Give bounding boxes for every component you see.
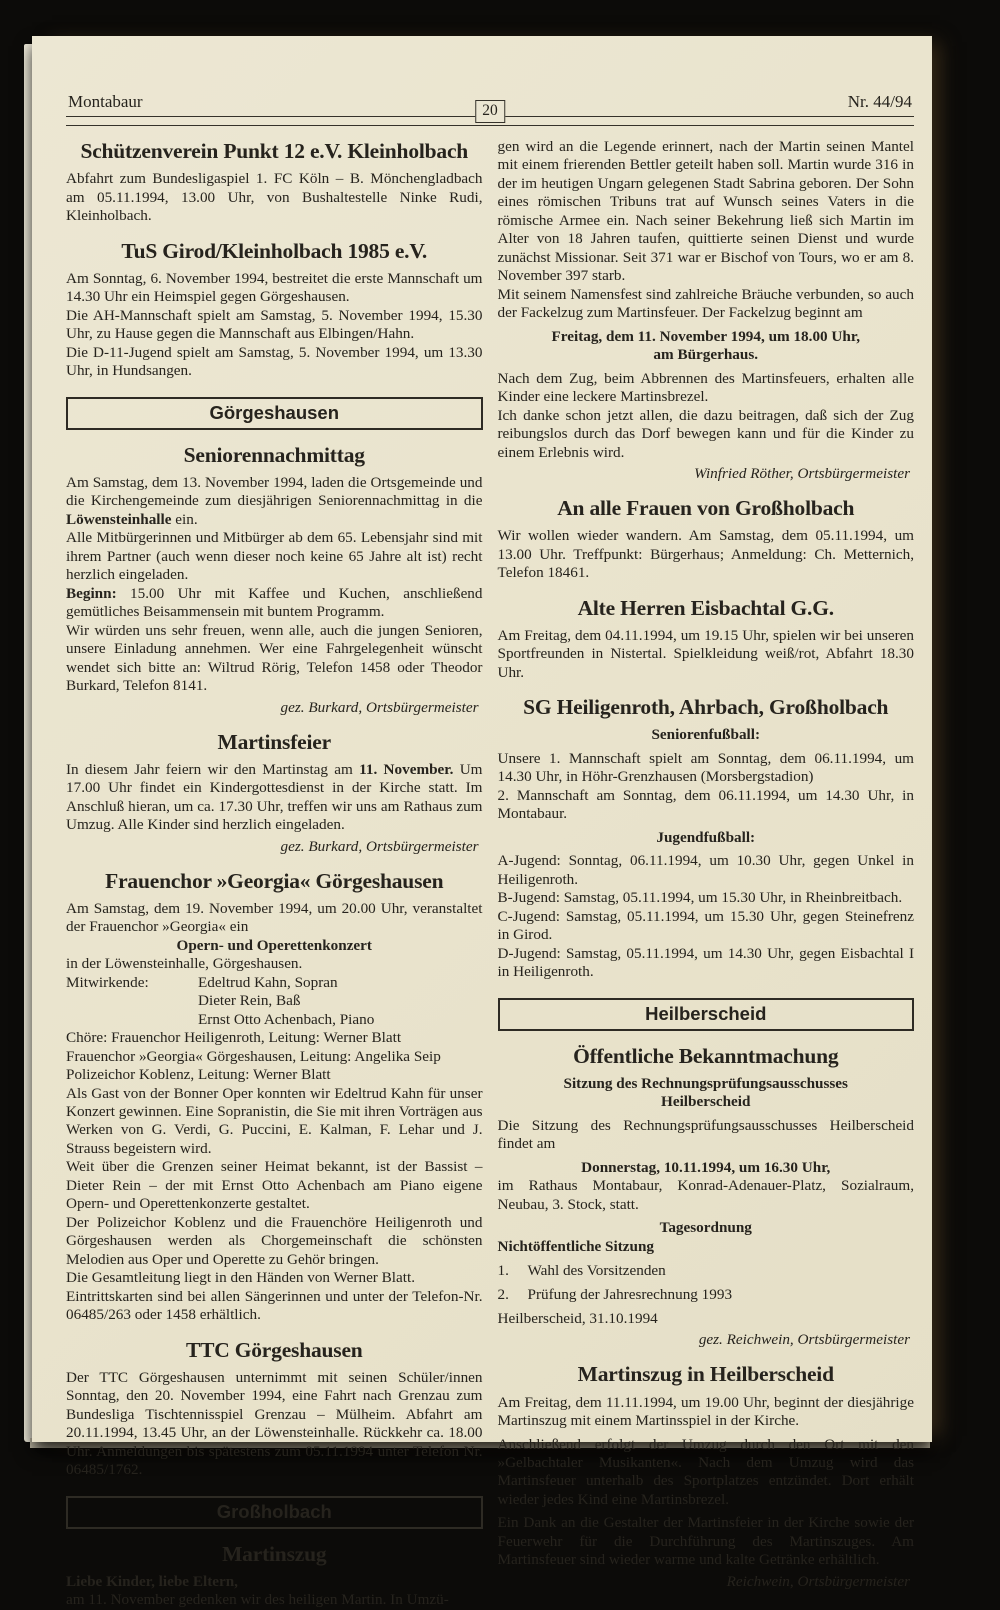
header-rules — [66, 102, 914, 128]
agenda-item — [498, 1262, 915, 1280]
article-title: Schützenverein Punkt 12 e.V. Kleinholbach — [80, 139, 469, 163]
section-box-grossholbach: Großholbach — [66, 1496, 483, 1529]
meeting-subtitle-line1: Sitzung des Rechnungsprüfungsausschusses — [563, 1074, 848, 1092]
cast-label: Mitwirkende: — [66, 973, 149, 991]
section-box-goergeshausen: Görgeshausen — [66, 397, 483, 430]
article-title: Martinsfeier — [217, 729, 331, 754]
subheading-seniorenfussball: Seniorenfußball: — [651, 726, 761, 744]
paragraph: Ich danke schon jetzt allen, die dazu beitragen, daß sich der Zug reibungslos durch das Dorf bewegen kann und für die Kinder zu einem Erlebnis wird. — [497, 406, 914, 461]
paragraph: Die D-11-Jugend spielt am Samstag, 5. November 1994, um 13.30 Uhr, in Hundsangen. — [66, 343, 483, 380]
paragraph: A-Jugend: Sonntag, 06.11.1994, um 10.30 Uhr, gegen Unkel in Heiligenroth. — [497, 852, 914, 888]
article-title: Frauenchor »Georgia« Görgeshausen — [105, 868, 444, 893]
paragraph: gen wird an die Legende erinnert, nach der Martin seinen Mantel mit einem frierenden Bettler geteilt haben soll. Martin wurde 316 in der im heutigen Ungarn gelegenen Stadt Sabrina geboren. Der Sohn eines römischen Tribuns trat auf Wunsch seines Vaters in die römische Armee ein. Nach seiner Bekehrung ließ sich Martin im Alter von 18 Jahren taufen, quittierte seinen Dienst und wurde zunächst Missionar. Seit 371 war er Bischof von Tours, wo er am 8. November 397 starb. — [497, 138, 914, 285]
meeting-date-line: Donnerstag, 10.11.1994, um 16.30 Uhr, — [581, 1158, 831, 1176]
article-title: Alte Herren Eisbachtal G.G. — [577, 595, 834, 620]
content-columns — [66, 138, 914, 1610]
section-box-heilberscheid: Heilberscheid — [498, 998, 915, 1031]
cast-member: Edeltrud Kahn, Sopran — [198, 973, 338, 991]
article-title: TuS Girod/Kleinholbach 1985 e.V. — [121, 238, 428, 263]
paragraph: Der TTC Görgeshausen unternimmt mit seinen Schüler/innen Sonntag, den 20. November 1994, eine Fahrt nach Grenzau zum Bundesliga Tischtennisspiel Grenzau – Mülheim. Abfahrt am 20.11.1994, 13.45 Uhr, an der Löwensteinhalle. Rückkehr ca. 18.00 Uhr. Anmeldungen bis spätestens zum 05.11.1994 unter Telefon Nr. 06485/1762. — [66, 1368, 483, 1479]
paragraph: 2. Mannschaft am Sonntag, dem 06.11.1994, um 14.30 Uhr, in Montabaur. — [497, 786, 914, 823]
article-martinszug-heilberscheid — [498, 1363, 915, 1590]
cast-list — [198, 974, 374, 1029]
paragraph: Die AH-Mannschaft spielt am Samstag, 5. November 1994, 15.30 Uhr, zu Hause gegen die Mannschaft aus Elbingen/Hahn. — [66, 306, 483, 343]
paragraph: Am Samstag, dem 19. November 1994, um 20.00 Uhr, veranstaltet der Frauenchor »Georgia« ein — [66, 899, 483, 936]
header-rule-bottom — [66, 125, 914, 126]
left-column — [66, 138, 483, 1610]
paragraph: Chöre: Frauenchor Heiligenroth, Leitung: Werner Blatt — [66, 1029, 402, 1047]
article-title: TTC Görgeshausen — [185, 1337, 363, 1362]
paragraph: Mit seinem Namensfest sind zahlreiche Bräuche verbunden, so auch der Fackelzug zum Martinsfeuer. Der Fackelzug beginnt am — [497, 285, 914, 322]
paragraph: Heilberscheid, 31.10.1994 — [497, 1309, 658, 1327]
event-date-line: Freitag, dem 11. November 1994, um 18.00 Uhr, — [551, 327, 860, 345]
paragraph: Die Gesamtleitung liegt in den Händen von Werner Blatt. — [66, 1269, 415, 1287]
paragraph: Ein Dank an die Gestalter der Martinsfeier in der Kirche sowie der Feuerwehr für die Durchführung des Martinszuges. Am Martinsfeuer sind wieder warme und kalte Getränke erhältlich. — [497, 1514, 914, 1569]
agenda-title: Tagesordnung — [659, 1219, 752, 1237]
article-sg-heiligenroth — [498, 696, 915, 981]
paragraph — [66, 1573, 483, 1591]
cast-block — [66, 974, 483, 1029]
article-ttc — [66, 1339, 483, 1480]
meeting-subtitle-line2: Heilberscheid — [661, 1093, 751, 1111]
article-title: SG Heiligenroth, Ahrbach, Großholbach — [523, 695, 889, 720]
paragraph: C-Jugend: Samstag, 05.11.1994, um 15.30 Uhr, gegen Steinefrenz in Girod. — [497, 907, 914, 944]
text-run-bold: 11. November. — [359, 760, 454, 778]
concert-subtitle: Opern- und Operettenkonzert — [176, 936, 372, 954]
event-place-line: am Bürgerhaus. — [653, 346, 759, 364]
agenda-item — [498, 1286, 915, 1304]
paragraph: Am Freitag, dem 04.11.1994, um 19.15 Uhr, spielen wir bei unseren Sportfreunden in Nistertal. Spielkleidung weiß/rot, Abfahrt 18.30 Uhr. — [497, 626, 914, 681]
paragraph: Abfahrt zum Bundesligaspiel 1. FC Köln – B. Mönchengladbach am 05.11.1994, 13.00 Uhr, von Bushaltestelle Ninke Rudi, Kleinholbach. — [66, 170, 483, 225]
article-title: Martinszug — [222, 1541, 327, 1566]
signature: Reichwein, Ortsbürgermeister — [726, 1572, 910, 1590]
paragraph: Weit über die Grenzen seiner Heimat bekannt, ist der Bassist – Dieter Rein – der mit Ernst Otto Achenbach am Piano eigene Opern- und Operettenkonzerte gestaltet. — [66, 1158, 483, 1213]
article-martinszug-continued — [498, 138, 915, 483]
paragraph: Der Polizeichor Koblenz und die Frauenchöre Heiligenroth und Görgeshausen werden als Chorgemeinschaft die schönsten Melodien aus Oper und Operette zu Gehör bringen. — [66, 1213, 483, 1268]
page-number-box: 20 — [475, 100, 505, 123]
article-title: Martinszug in Heilberscheid — [577, 1362, 834, 1387]
text-run-bold: Liebe Kinder, liebe Eltern, — [66, 1572, 238, 1590]
article-title: An alle Frauen von Großholbach — [557, 495, 855, 520]
text-run: In diesem Jahr feiern wir den Martinstag am — [66, 760, 360, 778]
text-run: 15.00 Uhr mit Kaffee und Kuchen, anschließend gemütliches Beisammensein mit buntem Programm. — [66, 584, 483, 621]
paragraph — [66, 474, 483, 529]
article-tus-girod — [66, 240, 483, 381]
text-run-bold: Nichtöffentliche Sitzung — [497, 1237, 655, 1255]
cast-member: Dieter Rein, Baß — [198, 992, 301, 1010]
article-schuetzenverein — [66, 140, 483, 226]
newsletter-page — [32, 36, 932, 1609]
header-town-label: Montabaur — [68, 92, 143, 111]
paragraph: Eintrittskarten sind bei allen Sängerinnen und unter der Telefon-Nr. 06485/263 oder 1458 erhältlich. — [66, 1287, 483, 1324]
paragraph: im Rathaus Montabaur, Konrad-Adenauer-Platz, Sozialraum, Neubau, 3. Stock, statt. — [497, 1177, 914, 1213]
article-martinszug — [66, 1543, 483, 1610]
subheading-jugendfussball: Jugendfußball: — [656, 828, 756, 846]
article-martinsfeier — [66, 731, 483, 856]
right-column — [498, 138, 915, 1610]
paragraph: Nach dem Zug, beim Abbrennen des Martinsfeuers, erhalten alle Kinder eine leckere Martinsbrezel. — [497, 369, 914, 406]
paragraph: Die Sitzung des Rechnungsprüfungsausschusses Heilberscheid findet am — [497, 1116, 914, 1153]
header-issue-label: Nr. 44/94 — [847, 92, 912, 111]
article-title: Seniorennachmittag — [183, 442, 365, 467]
article-an-alle-frauen — [498, 497, 915, 583]
signature: gez. Burkard, Ortsbürgermeister — [280, 837, 479, 855]
text-run-bold: Beginn: — [66, 584, 117, 602]
paragraph: Unsere 1. Mannschaft spielt am Sonntag, dem 06.11.1994, um 14.30 Uhr, in Höhr-Grenzhausen (Morsbergstadion) — [497, 749, 914, 786]
agenda-subtitle — [498, 1238, 915, 1256]
signature: gez. Burkard, Ortsbürgermeister — [280, 698, 479, 716]
paragraph: Wir wollen wieder wandern. Am Samstag, dem 05.11.1994, um 13.00 Uhr. Treffpunkt: Bürgerhaus; Anmeldung: Ch. Metternich, Telefon 18461. — [497, 527, 914, 582]
text-run: Am Samstag, dem 13. November 1994, laden die Ortsgemeinde und die Kirchengemeinde zum diesjährigen Seniorennachmittag in die — [66, 473, 483, 510]
article-frauenchor-georgia — [66, 870, 483, 1325]
signature: Winfried Röther, Ortsbürgermeister — [694, 464, 910, 482]
agenda-item-number: 1. — [497, 1261, 509, 1279]
paragraph: am 11. November gedenken wir des heiligen Martin. In Umzü- — [66, 1591, 449, 1609]
paragraph: Am Sonntag, 6. November 1994, bestreitet die erste Mannschaft um 14.30 Uhr ein Heimspiel gegen Görgeshausen. — [66, 269, 483, 306]
article-seniorennachmittag — [66, 444, 483, 717]
cast-member: Ernst Otto Achenbach, Piano — [198, 1010, 375, 1028]
article-title: Öffentliche Bekanntmachung — [573, 1043, 839, 1068]
article-oeffentliche-bekanntmachung — [498, 1045, 915, 1350]
paragraph — [66, 761, 483, 835]
article-alte-herren — [498, 597, 915, 683]
paragraph: Wir würden uns sehr freuen, wenn alle, auch die jungen Senioren, unsere Einladung annehmen. Wer eine Fahrgelegenheit wünscht wendet sich bitte an: Wiltrud Rörig, Telefon 1458 oder Theodor Burkard, Telefon 8141. — [66, 621, 483, 695]
paragraph: Polizeichor Koblenz, Leitung: Werner Blatt — [66, 1066, 331, 1084]
agenda-item-text: Prüfung der Jahresrechnung 1993 — [527, 1286, 733, 1304]
paragraph: B-Jugend: Samstag, 05.11.1994, um 15.30 Uhr, in Rheinbreitbach. — [497, 889, 903, 907]
paragraph: in der Löwensteinhalle, Görgeshausen. — [66, 955, 303, 973]
agenda-item-text: Wahl des Vorsitzenden — [527, 1261, 666, 1279]
signature: gez. Reichwein, Ortsbürgermeister — [698, 1331, 910, 1349]
paragraph: Als Gast von der Bonner Oper konnten wir Edeltrud Kahn für unser Konzert gewinnen. Eine Sopranistin, die Sie mit ihren Vorträgen aus Werken von G. Verdi, G. Puccini, E. Kalman, F. Lehar und J. Strauss begeistern wird. — [66, 1084, 483, 1157]
paragraph: Frauenchor »Georgia« Görgeshausen, Leitung: Angelika Seip — [66, 1047, 441, 1065]
text-run: ein. — [171, 510, 198, 528]
paragraph: D-Jugend: Samstag, 05.11.1994, um 14.30 Uhr, gegen Eisbachtal I in Heiligenroth. — [497, 944, 914, 981]
paragraph: Anschließend erfolgt der Umzug durch den Ort mit den »Gelbachtaler Musikanten«. Nach dem Umzug wird das Martinsfeuer unterhalb des Sportplatzes entzündet. Dort erhält wieder jedes Kind eine Martinsbrezel. — [497, 1435, 914, 1508]
text-run-bold: Löwensteinhalle — [66, 510, 172, 528]
paragraph: Am Freitag, dem 11.11.1994, um 19.00 Uhr, beginnt der diesjährige Martinszug mit einem Martinsspiel in der Kirche. — [497, 1393, 914, 1430]
paragraph — [66, 585, 483, 622]
agenda-item-number: 2. — [497, 1286, 509, 1304]
paragraph: Alle Mitbürgerinnen und Mitbürger ab dem 65. Lebensjahr sind mit ihrem Partner (auch wenn dieser noch keine 65 Jahre alt ist) recht herzlich eingeladen. — [66, 529, 483, 584]
text-run: Um 17.00 Uhr findet ein Kindergottesdienst in der Kirche statt. Im Anschluß hieran, um ca. 17.30 Uhr, treffen wir uns am Rathaus zum Umzug. Alle Kinder sind herzlich eingeladen. — [66, 760, 483, 834]
